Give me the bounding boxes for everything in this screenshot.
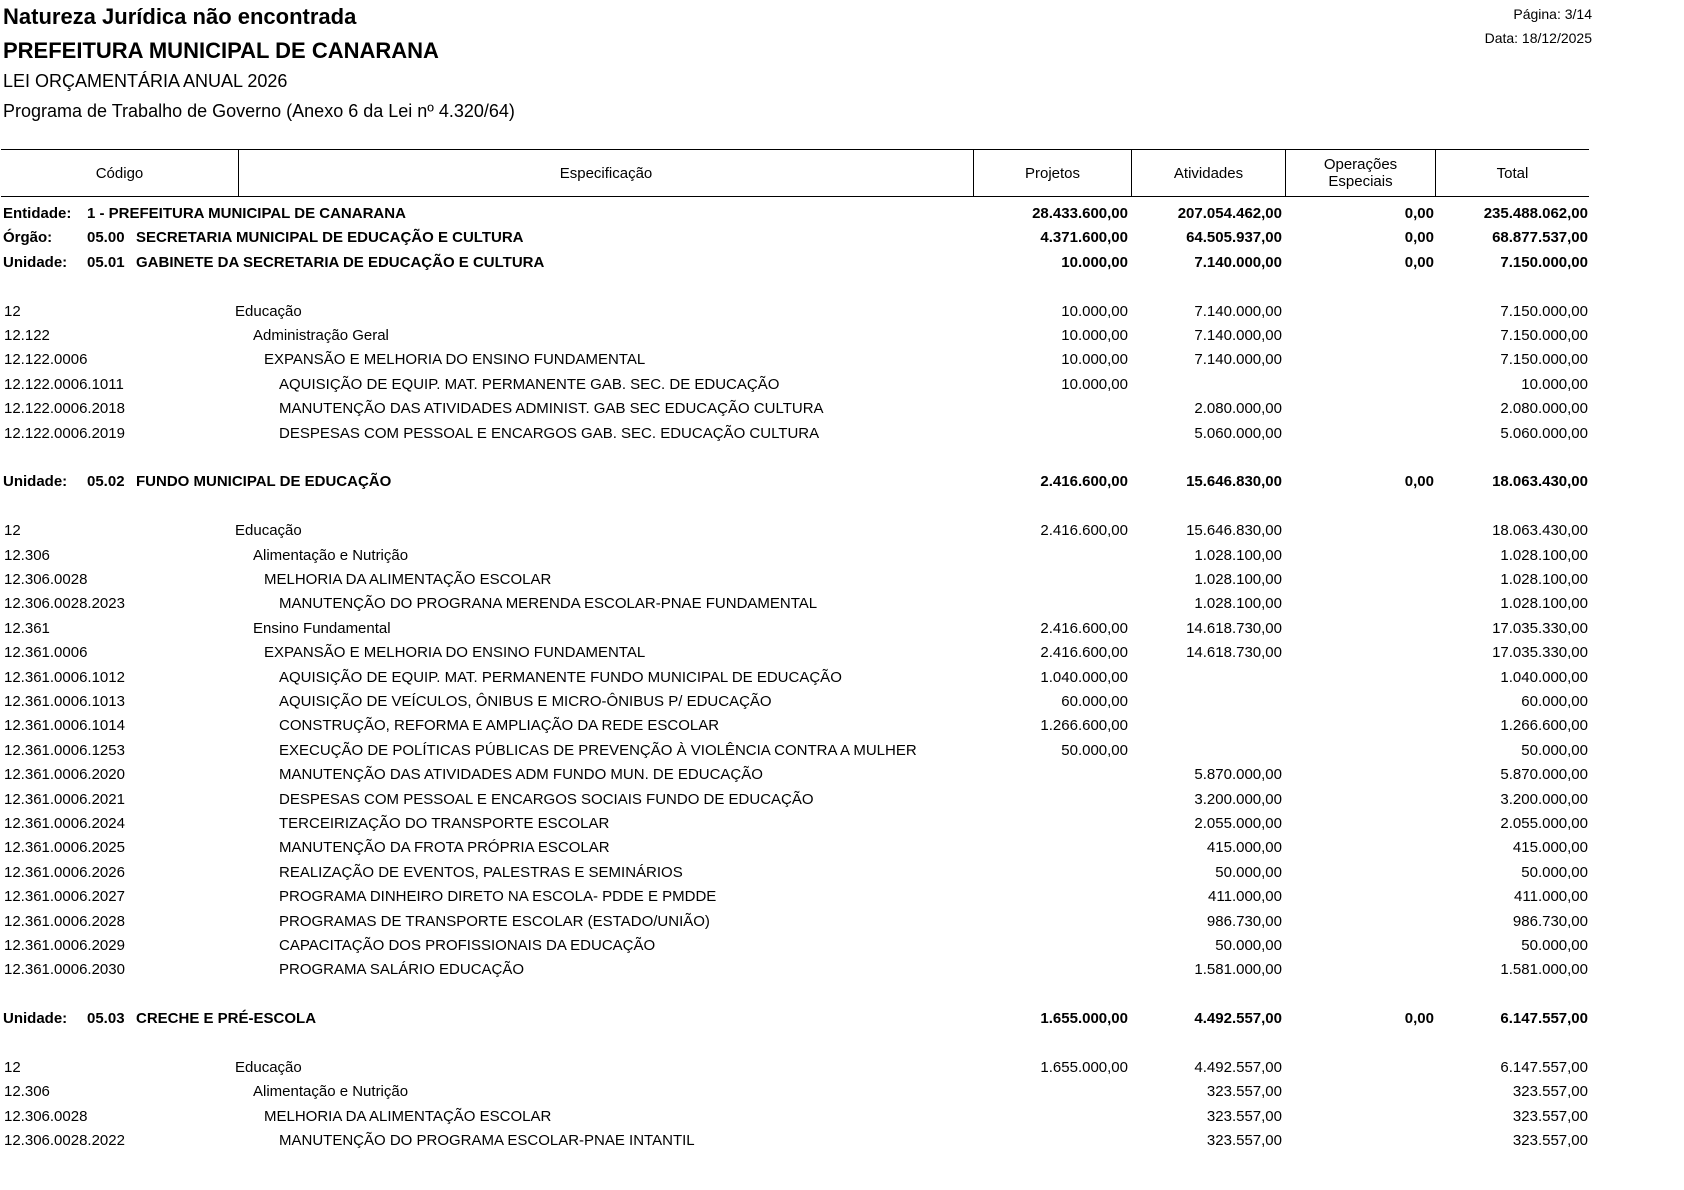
row-total: 2.080.000,00 (1500, 400, 1588, 417)
summary-row (0, 471, 1589, 493)
row-spec: FUNDO MUNICIPAL DE EDUCAÇÃO (136, 473, 392, 490)
row-code: 12.361.0006.2021 (4, 791, 125, 808)
row-total: 6.147.557,00 (1500, 1059, 1588, 1076)
row-total: 986.730,00 (1512, 913, 1588, 930)
row-code: 12 (4, 1059, 21, 1076)
row-total: 18.063.430,00 (1492, 473, 1588, 490)
row-spec: Alimentação e Nutrição (253, 1083, 409, 1100)
row-code: 12.361.0006 (4, 644, 88, 661)
table-row (0, 886, 1589, 908)
page-number: Página: 3/14 (1513, 6, 1592, 22)
row-total: 7.150.000,00 (1500, 327, 1588, 344)
summary-row (0, 1008, 1589, 1030)
row-code: 12.306.0028.2023 (4, 595, 125, 612)
row-total: 1.028.100,00 (1500, 571, 1588, 588)
row-atividades: 323.557,00 (1206, 1083, 1282, 1100)
row-projetos: 1.655.000,00 (1040, 1010, 1128, 1027)
row-operacoes: 0,00 (1404, 473, 1434, 490)
table-row (0, 715, 1589, 737)
row-total: 50.000,00 (1521, 864, 1588, 881)
row-code: 12.361.0006.2026 (4, 864, 125, 881)
table-row (0, 398, 1589, 420)
row-spec: AQUISIÇÃO DE EQUIP. MAT. PERMANENTE FUNDO MUNICIPAL DE EDUCAÇÃO (279, 669, 842, 686)
row-total: 6.147.557,00 (1500, 1010, 1588, 1027)
summary-row (0, 203, 1589, 225)
row-spec: REALIZAÇÃO DE EVENTOS, PALESTRAS E SEMINÁRIOS (279, 864, 683, 881)
col-header-total: Total (1496, 164, 1529, 182)
row-spec: Alimentação e Nutrição (253, 547, 409, 564)
row-total: 7.150.000,00 (1500, 303, 1588, 320)
col-header-operacoes-line1: Operações (1323, 156, 1398, 173)
col-header-atividades: Atividades (1173, 164, 1244, 182)
row-code: 12.361.0006.1012 (4, 669, 125, 686)
row-projetos: 4.371.600,00 (1040, 229, 1128, 246)
row-atividades: 15.646.830,00 (1186, 473, 1282, 490)
row-atividades: 4.492.557,00 (1194, 1010, 1282, 1027)
row-projetos: 60.000,00 (1061, 693, 1128, 710)
row-total: 5.060.000,00 (1500, 425, 1588, 442)
row-code: 12.122.0006.2018 (4, 400, 125, 417)
row-atividades: 7.140.000,00 (1194, 254, 1282, 271)
row-code: 12.361.0006.1013 (4, 693, 125, 710)
row-code: 12.306 (4, 1083, 50, 1100)
row-code: 05.02 (87, 473, 125, 490)
table-row (0, 789, 1589, 811)
row-spec: SECRETARIA MUNICIPAL DE EDUCAÇÃO E CULTURA (136, 229, 524, 246)
row-spec: AQUISIÇÃO DE VEÍCULOS, ÔNIBUS E MICRO-ÔNIBUS P/ EDUCAÇÃO (279, 693, 772, 710)
row-projetos: 2.416.600,00 (1040, 644, 1128, 661)
col-header-especificacao: Especificação (559, 164, 653, 182)
row-atividades: 50.000,00 (1215, 864, 1282, 881)
row-atividades: 2.055.000,00 (1194, 815, 1282, 832)
row-total: 323.557,00 (1512, 1083, 1588, 1100)
row-projetos: 2.416.600,00 (1040, 522, 1128, 539)
row-spec: PROGRAMA SALÁRIO EDUCAÇÃO (279, 961, 525, 978)
row-code: 05.03 (87, 1010, 125, 1027)
row-projetos: 2.416.600,00 (1040, 473, 1128, 490)
row-atividades: 323.557,00 (1206, 1108, 1282, 1125)
row-code: 12.361.0006.2020 (4, 766, 125, 783)
table-row (0, 1106, 1589, 1128)
table-row (0, 935, 1589, 957)
row-code: 12.361.0006.2028 (4, 913, 125, 930)
row-code: 12 (4, 522, 21, 539)
row-projetos: 50.000,00 (1061, 742, 1128, 759)
row-atividades: 1.028.100,00 (1194, 571, 1282, 588)
table-row (0, 1057, 1589, 1079)
header-line-3: LEI ORÇAMENTÁRIA ANUAL 2026 (3, 71, 288, 91)
row-atividades: 5.060.000,00 (1194, 425, 1282, 442)
row-spec: AQUISIÇÃO DE EQUIP. MAT. PERMANENTE GAB. SEC. DE EDUCAÇÃO (279, 376, 780, 393)
table-row (0, 325, 1589, 347)
col-header-projetos: Projetos (1024, 164, 1081, 182)
row-operacoes: 0,00 (1404, 254, 1434, 271)
row-code: 12.361.0006.1014 (4, 717, 125, 734)
table-row (0, 764, 1589, 786)
row-code: 12.122.0006.2019 (4, 425, 125, 442)
row-spec: EXECUÇÃO DE POLÍTICAS PÚBLICAS DE PREVENÇÃO À VIOLÊNCIA CONTRA A MULHER (279, 742, 917, 759)
row-total: 1.028.100,00 (1500, 547, 1588, 564)
row-atividades: 1.581.000,00 (1194, 961, 1282, 978)
row-atividades: 14.618.730,00 (1186, 620, 1282, 637)
row-total: 1.581.000,00 (1500, 961, 1588, 978)
table-row (0, 520, 1589, 542)
row-label: Órgão: (3, 229, 53, 246)
row-code: 12.306 (4, 547, 50, 564)
row-spec: DESPESAS COM PESSOAL E ENCARGOS GAB. SEC. EDUCAÇÃO CULTURA (279, 425, 820, 442)
table-row (0, 593, 1589, 615)
row-total: 68.877.537,00 (1492, 229, 1588, 246)
row-atividades: 7.140.000,00 (1194, 303, 1282, 320)
row-projetos: 10.000,00 (1061, 376, 1128, 393)
row-atividades: 986.730,00 (1206, 913, 1282, 930)
row-projetos: 1.266.600,00 (1040, 717, 1128, 734)
header-line-4: Programa de Trabalho de Governo (Anexo 6 da Lei nº 4.320/64) (3, 101, 515, 121)
row-code: 12.361.0006.2025 (4, 839, 125, 856)
row-total: 17.035.330,00 (1492, 620, 1588, 637)
row-label: Unidade: (3, 254, 68, 271)
row-spec: MELHORIA DA ALIMENTAÇÃO ESCOLAR (264, 571, 552, 588)
row-spec: GABINETE DA SECRETARIA DE EDUCAÇÃO E CULTURA (136, 254, 545, 271)
row-code: 12 (4, 303, 21, 320)
row-projetos: 1.040.000,00 (1040, 669, 1128, 686)
table-row (0, 959, 1589, 981)
row-atividades: 323.557,00 (1206, 1132, 1282, 1149)
row-projetos: 2.416.600,00 (1040, 620, 1128, 637)
row-spec: PROGRAMAS DE TRANSPORTE ESCOLAR (ESTADO/UNIÃO) (279, 913, 710, 930)
row-atividades: 1.028.100,00 (1194, 595, 1282, 612)
row-spec: TERCEIRIZAÇÃO DO TRANSPORTE ESCOLAR (279, 815, 610, 832)
row-total: 5.870.000,00 (1500, 766, 1588, 783)
row-projetos: 10.000,00 (1061, 351, 1128, 368)
row-code: 1 - PREFEITURA MUNICIPAL DE CANARANA (87, 205, 406, 222)
row-atividades: 4.492.557,00 (1194, 1059, 1282, 1076)
header-line-1: Natureza Jurídica não encontrada (3, 4, 357, 29)
table-row (0, 667, 1589, 689)
row-spec: MANUTENÇÃO DO PROGRAMA ESCOLAR-PNAE INTANTIL (279, 1132, 695, 1149)
col-header-operacoes (1286, 150, 1435, 196)
row-total: 18.063.430,00 (1492, 522, 1588, 539)
row-code: 12.361 (4, 620, 50, 637)
row-total: 10.000,00 (1521, 376, 1588, 393)
row-operacoes: 0,00 (1404, 229, 1434, 246)
table-row (0, 349, 1589, 371)
row-projetos: 1.655.000,00 (1040, 1059, 1128, 1076)
row-label: Unidade: (3, 1010, 68, 1027)
row-spec: Educação (235, 303, 302, 320)
row-total: 7.150.000,00 (1500, 351, 1588, 368)
summary-row (0, 252, 1589, 274)
row-atividades: 415.000,00 (1206, 839, 1282, 856)
row-code: 12.361.0006.1253 (4, 742, 125, 759)
row-total: 323.557,00 (1512, 1108, 1588, 1125)
row-total: 235.488.062,00 (1483, 205, 1588, 222)
row-total: 411.000,00 (1514, 888, 1588, 905)
row-projetos: 10.000,00 (1061, 254, 1128, 271)
table-row (0, 642, 1589, 664)
row-code: 12.361.0006.2027 (4, 888, 125, 905)
row-spec: Educação (235, 522, 302, 539)
col-header-codigo: Código (95, 164, 144, 182)
table-row (0, 740, 1589, 762)
table-row (0, 374, 1589, 396)
row-total: 3.200.000,00 (1500, 791, 1588, 808)
row-total: 50.000,00 (1521, 742, 1588, 759)
row-spec: MANUTENÇÃO DA FROTA PRÓPRIA ESCOLAR (279, 839, 610, 856)
table-row (0, 423, 1589, 445)
row-spec: MELHORIA DA ALIMENTAÇÃO ESCOLAR (264, 1108, 552, 1125)
row-atividades: 2.080.000,00 (1194, 400, 1282, 417)
row-spec: Ensino Fundamental (253, 620, 391, 637)
table-row (0, 691, 1589, 713)
table-row (0, 813, 1589, 835)
table-row (0, 837, 1589, 859)
row-atividades: 15.646.830,00 (1186, 522, 1282, 539)
row-atividades: 50.000,00 (1215, 937, 1282, 954)
row-total: 415.000,00 (1512, 839, 1588, 856)
row-code: 12.361.0006.2029 (4, 937, 125, 954)
table-row (0, 618, 1589, 640)
row-code: 12.306.0028 (4, 1108, 88, 1125)
table-row (0, 862, 1589, 884)
row-code: 12.122.0006.1011 (4, 376, 124, 393)
row-code: 05.01 (87, 254, 125, 271)
row-total: 17.035.330,00 (1492, 644, 1588, 661)
row-label: Entidade: (3, 205, 72, 222)
row-operacoes: 0,00 (1404, 205, 1434, 222)
row-code: 05.00 (87, 229, 125, 246)
table-row (0, 569, 1589, 591)
report-date: Data: 18/12/2025 (1484, 30, 1592, 46)
row-atividades: 411.000,00 (1208, 888, 1282, 905)
row-atividades: 1.028.100,00 (1194, 547, 1282, 564)
row-code: 12.306.0028 (4, 571, 88, 588)
row-code: 12.361.0006.2030 (4, 961, 125, 978)
row-atividades: 7.140.000,00 (1194, 327, 1282, 344)
row-spec: Educação (235, 1059, 302, 1076)
row-spec: EXPANSÃO E MELHORIA DO ENSINO FUNDAMENTAL (264, 644, 646, 661)
row-spec: Administração Geral (253, 327, 389, 344)
table-row (0, 545, 1589, 567)
row-total: 7.150.000,00 (1500, 254, 1588, 271)
header-bottom-rule (1, 196, 1589, 197)
row-spec: CAPACITAÇÃO DOS PROFISSIONAIS DA EDUCAÇÃO (279, 937, 656, 954)
row-spec: CRECHE E PRÉ-ESCOLA (136, 1010, 317, 1027)
row-total: 1.040.000,00 (1500, 669, 1588, 686)
row-atividades: 64.505.937,00 (1186, 229, 1282, 246)
row-code: 12.361.0006.2024 (4, 815, 125, 832)
summary-row (0, 227, 1589, 249)
row-atividades: 7.140.000,00 (1194, 351, 1282, 368)
row-spec: CONSTRUÇÃO, REFORMA E AMPLIAÇÃO DA REDE ESCOLAR (279, 717, 720, 734)
row-total: 1.028.100,00 (1500, 595, 1588, 612)
header-line-2: PREFEITURA MUNICIPAL DE CANARANA (3, 38, 439, 63)
row-spec: MANUTENÇÃO DAS ATIVIDADES ADM FUNDO MUN. DE EDUCAÇÃO (279, 766, 763, 783)
row-atividades: 207.054.462,00 (1177, 205, 1282, 222)
row-operacoes: 0,00 (1404, 1010, 1434, 1027)
row-projetos: 10.000,00 (1061, 327, 1128, 344)
row-atividades: 3.200.000,00 (1194, 791, 1282, 808)
row-code: 12.122 (4, 327, 50, 344)
row-total: 60.000,00 (1521, 693, 1588, 710)
row-atividades: 14.618.730,00 (1186, 644, 1282, 661)
row-total: 50.000,00 (1521, 937, 1588, 954)
row-atividades: 5.870.000,00 (1194, 766, 1282, 783)
row-projetos: 28.433.600,00 (1032, 205, 1128, 222)
row-total: 323.557,00 (1512, 1132, 1588, 1149)
row-total: 1.266.600,00 (1500, 717, 1588, 734)
row-spec: EXPANSÃO E MELHORIA DO ENSINO FUNDAMENTAL (264, 351, 646, 368)
row-spec: MANUTENÇÃO DAS ATIVIDADES ADMINIST. GAB SEC EDUCAÇÃO CULTURA (279, 400, 824, 417)
col-header-operacoes-line2: Especiais (1328, 173, 1393, 190)
table-row (0, 301, 1589, 323)
row-spec: PROGRAMA DINHEIRO DIRETO NA ESCOLA- PDDE E PMDDE (279, 888, 717, 905)
row-total: 2.055.000,00 (1500, 815, 1588, 832)
row-projetos: 10.000,00 (1061, 303, 1128, 320)
row-spec: DESPESAS COM PESSOAL E ENCARGOS SOCIAIS FUNDO DE EDUCAÇÃO (279, 791, 814, 808)
row-spec: MANUTENÇÃO DO PROGRANA MERENDA ESCOLAR-PNAE FUNDAMENTAL (279, 595, 818, 612)
table-row (0, 1130, 1589, 1152)
row-code: 12.122.0006 (4, 351, 88, 368)
table-row (0, 911, 1589, 933)
table-row (0, 1081, 1589, 1103)
row-code: 12.306.0028.2022 (4, 1132, 125, 1149)
row-label: Unidade: (3, 473, 68, 490)
